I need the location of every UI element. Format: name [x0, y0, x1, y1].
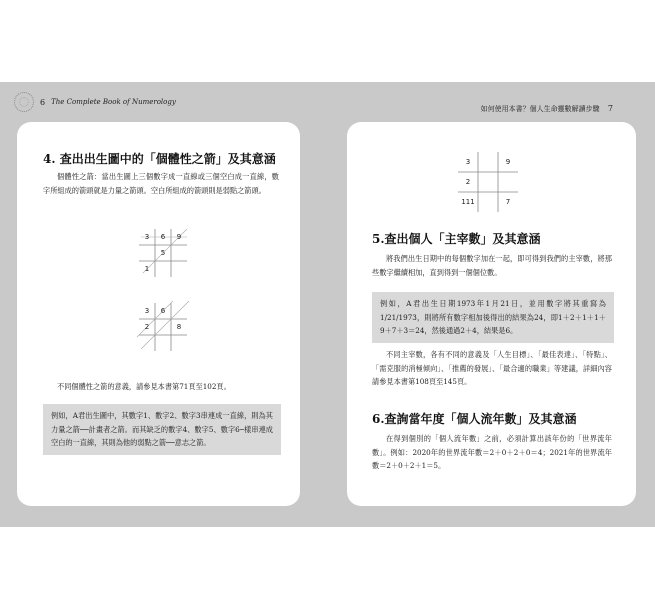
- grid-3-cell: [478, 192, 498, 212]
- section-6-heading: 6.查詢當年度「個人流年數」及其意涵: [372, 412, 577, 426]
- grid-1-cell: 1: [144, 265, 150, 273]
- birth-chart-grid-2: [139, 303, 187, 351]
- arrows-intro-paragraph: 個體性之箭：當出生圖上三個數字成一直線或三個空白成一直線，數字所組成的箭頭就是力量之箭頭。空白所組成的箭頭則是弱點之箭頭。: [43, 172, 279, 195]
- grid-2-cell: [171, 335, 187, 351]
- birth-chart-grid-1: [139, 229, 187, 277]
- grid-3-cell: 9: [505, 158, 511, 166]
- grid-3-cell: 7: [505, 198, 511, 206]
- arrows-example-box: 例如，A君出生圖中，其數字1、數字2、數字3串連成一直線，則為其力量之箭──計畫者之箭。而其缺乏的數字4、數字5、數字6─樣串連成空白的一直線，其則為他的弱點之箭──意志之箭。: [43, 404, 281, 455]
- ruling-number-meaning-paragraph: 不同主宰數，各有不同的意義及「人生目標」、「最佳表達」、「特點」、「需克服的消極傾向」、「推薦的發展」、「最合適的職業」等建議，詳細內容請參見本書第108頁至145頁。: [372, 350, 612, 386]
- section-5-heading: 5.查出個人「主宰數」及其意涵: [372, 232, 541, 246]
- right-running-title: 如何使用本書？個人生命靈數解讀步驟: [480, 105, 600, 113]
- grid-3-cell: 111: [461, 198, 475, 206]
- left-page-header: [14, 92, 176, 112]
- left-book-title: The Complete Book of Numerology: [51, 98, 176, 106]
- left-page: [17, 122, 300, 506]
- grid-2-cell: [155, 319, 171, 335]
- left-page-number: 6: [40, 97, 46, 107]
- grid-2-cell: 3: [144, 307, 150, 315]
- grid-3-cell: [478, 172, 498, 192]
- right-page-header: [481, 104, 613, 114]
- grid-1-cell: [155, 261, 171, 277]
- right-page: [347, 122, 636, 506]
- grid-1-cell: [139, 245, 155, 261]
- right-page-number: 7: [607, 104, 613, 113]
- grid-3-cell: 2: [465, 178, 471, 186]
- personal-year-paragraph: 在得到個別的「個人流年數」之前，必須計算出該年份的「世界流年數」。例如：2020年的世界流年數＝2＋0＋2＋0＝4；2021年的世界流年數＝2＋0＋2＋1＝5。: [372, 434, 612, 470]
- grid-1-cell: [171, 261, 187, 277]
- grid-2-cell: 8: [176, 323, 182, 331]
- circle-ornament-icon: [14, 92, 34, 112]
- grid-1-cell: 9: [176, 233, 182, 241]
- ruling-number-paragraph: 將我們出生日期中的每個數字加在一起，即可得到我們的主宰數，將那些數字繼續相加，直到得到一個個位數。: [372, 254, 612, 277]
- grid-2-cell: 6: [160, 307, 166, 315]
- grid-2-cell: [139, 335, 155, 351]
- grid-3-cell: [478, 152, 498, 172]
- grid-2-cell: 2: [144, 323, 150, 331]
- arrows-reference-paragraph: 不同個體性之箭的意義，請參見本書第71頁至102頁。: [57, 382, 231, 391]
- grid-1-cell: [171, 245, 187, 261]
- grid-1-cell: 6: [160, 233, 166, 241]
- grid-3-cell: 3: [465, 158, 471, 166]
- ruling-number-example-box: 例如，A君出生日期1973年1月21日，並用數字將其重寫為1/21/1973，則將所有數字相加後得出的結果為24，即1＋2＋1＋1＋9＋7＋3＝24，然後通過2＋4，結果是6。: [372, 292, 614, 343]
- grid-3-cell: [498, 172, 518, 192]
- grid-2-cell: [171, 303, 187, 319]
- grid-1-cell: 3: [144, 233, 150, 241]
- grid-2-cell: [155, 335, 171, 351]
- birth-chart-grid-3: [458, 152, 518, 212]
- grid-1-cell: 5: [160, 249, 166, 257]
- section-4-heading: 4. 查出出生圖中的「個體性之箭」及其意涵: [43, 152, 276, 166]
